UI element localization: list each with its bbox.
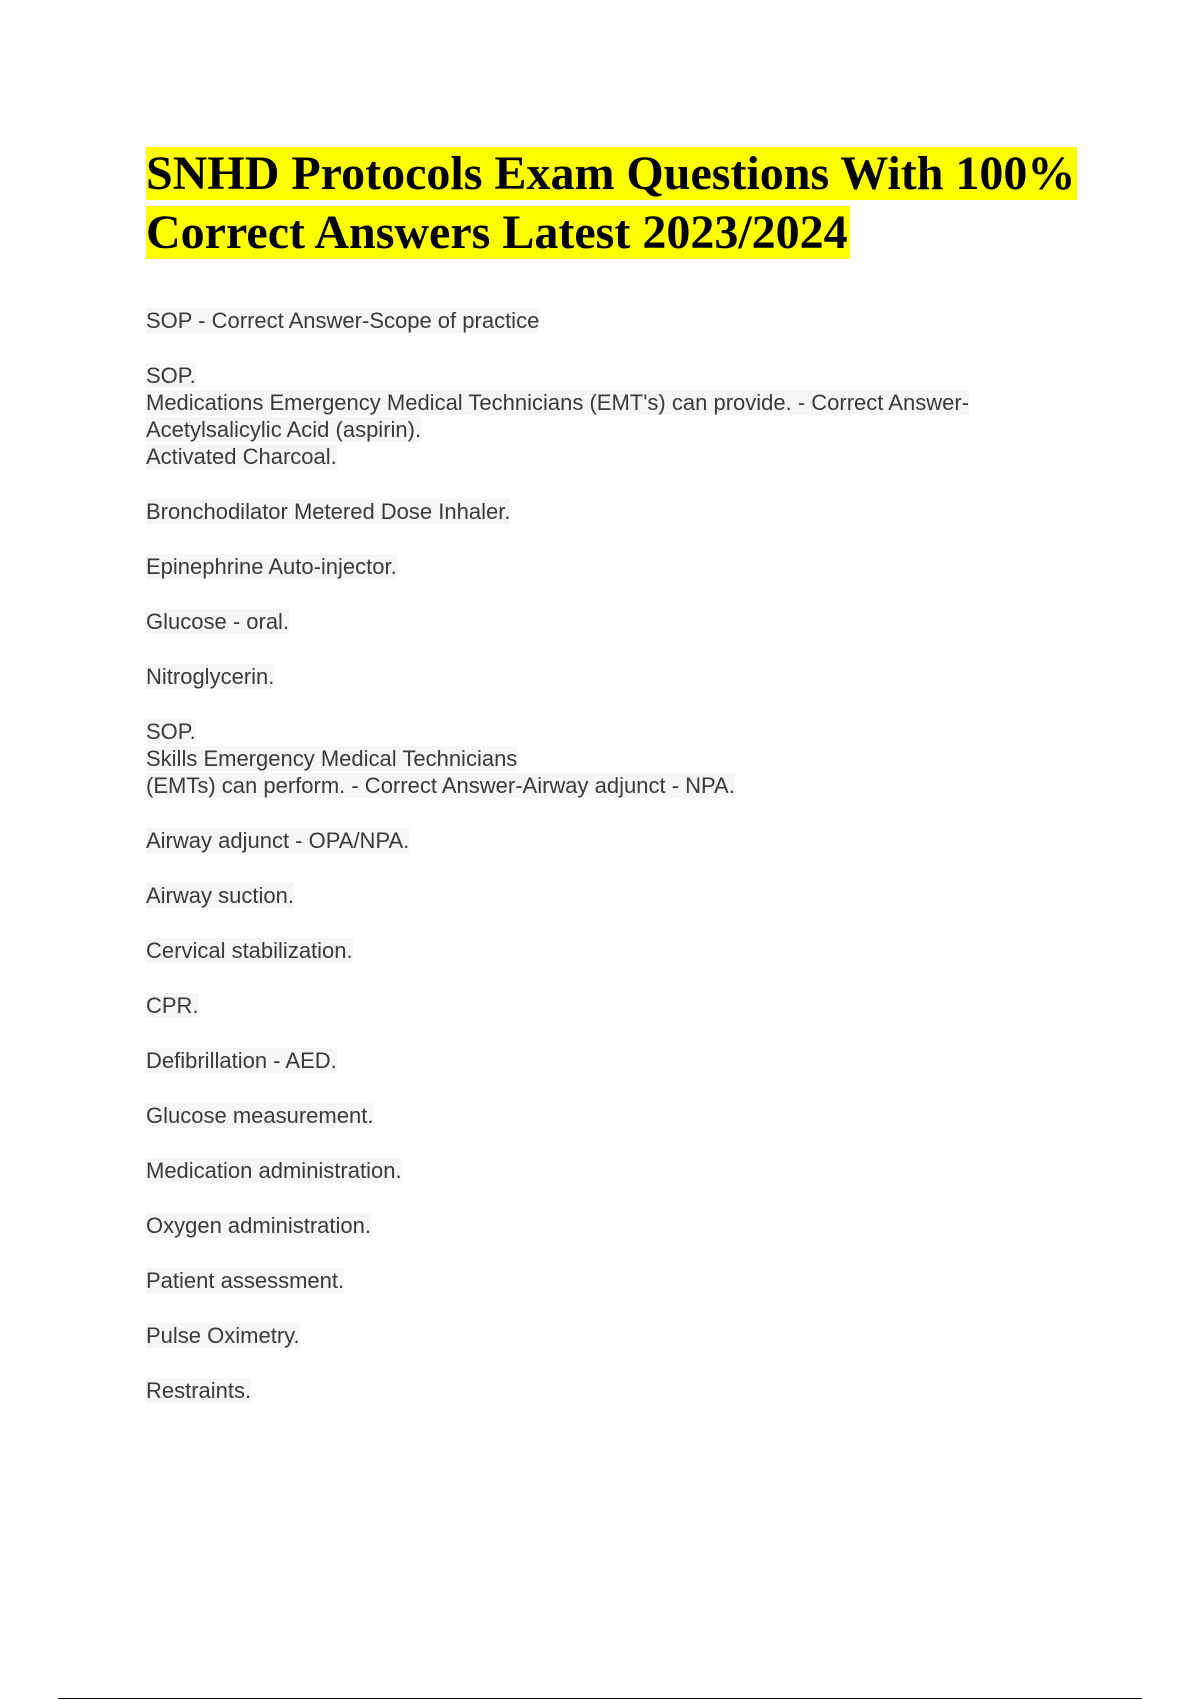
text-line-content: Nitroglycerin.	[146, 664, 275, 689]
text-line	[146, 1322, 1106, 1349]
qa-paragraph	[146, 307, 1106, 334]
qa-paragraph	[146, 1377, 1106, 1404]
qa-paragraph	[146, 608, 1106, 635]
text-line	[146, 718, 1106, 745]
qa-paragraph	[146, 718, 1106, 799]
text-line	[146, 663, 1106, 690]
document-body	[146, 307, 1106, 1432]
text-line-content: Medication administration.	[146, 1158, 402, 1183]
qa-paragraph	[146, 1157, 1106, 1184]
qa-paragraph	[146, 1322, 1106, 1349]
text-line-content: Medications Emergency Medical Technicians (EMT's) can provide. - Correct Answer-	[146, 390, 969, 415]
qa-paragraph	[146, 663, 1106, 690]
text-line-content: CPR.	[146, 993, 199, 1018]
text-line	[146, 307, 1106, 334]
text-line	[146, 443, 1106, 470]
text-line-content: Restraints.	[146, 1378, 252, 1403]
title-line: SNHD Protocols Exam Questions With 100%	[146, 147, 1076, 200]
text-line	[146, 1377, 1106, 1404]
text-line-content: Cervical stabilization.	[146, 938, 353, 963]
footer-divider	[58, 1698, 1142, 1699]
text-line-content: Activated Charcoal.	[146, 444, 337, 469]
text-line-content: Epinephrine Auto-injector.	[146, 554, 397, 579]
text-line-content: Glucose - oral.	[146, 609, 290, 634]
text-line	[146, 745, 1106, 772]
text-line-content: Glucose measurement.	[146, 1103, 374, 1128]
qa-paragraph	[146, 1212, 1106, 1239]
text-line-content: (EMTs) can perform. - Correct Answer-Airway adjunct - NPA.	[146, 773, 735, 798]
text-line-content: SOP.	[146, 719, 196, 744]
text-line	[146, 827, 1106, 854]
text-line	[146, 1047, 1106, 1074]
text-line-content: Airway suction.	[146, 883, 294, 908]
text-line-content: Oxygen administration.	[146, 1213, 371, 1238]
text-line	[146, 608, 1106, 635]
title-line: Correct Answers Latest 2023/2024	[146, 206, 848, 259]
text-line-content: Pulse Oximetry.	[146, 1323, 300, 1348]
text-line-content: Airway adjunct - OPA/NPA.	[146, 828, 410, 853]
text-line	[146, 1157, 1106, 1184]
text-line-content: Defibrillation - AED.	[146, 1048, 337, 1073]
qa-paragraph	[146, 362, 1106, 470]
text-line	[146, 772, 1106, 799]
text-line	[146, 553, 1106, 580]
text-line	[146, 362, 1106, 389]
text-line	[146, 498, 1106, 525]
text-line-content: Skills Emergency Medical Technicians	[146, 746, 518, 771]
qa-paragraph	[146, 1102, 1106, 1129]
qa-paragraph	[146, 882, 1106, 909]
text-line	[146, 1212, 1106, 1239]
text-line	[146, 882, 1106, 909]
qa-paragraph	[146, 937, 1106, 964]
text-line	[146, 1102, 1106, 1129]
text-line-content: Bronchodilator Metered Dose Inhaler.	[146, 499, 511, 524]
text-line-content: Acetylsalicylic Acid (aspirin).	[146, 417, 422, 442]
text-line	[146, 416, 1106, 443]
qa-paragraph	[146, 498, 1106, 525]
page-title	[146, 144, 1176, 262]
qa-paragraph	[146, 553, 1106, 580]
text-line	[146, 992, 1106, 1019]
text-line-content: SOP.	[146, 363, 196, 388]
text-line	[146, 1267, 1106, 1294]
text-line	[146, 389, 1106, 416]
qa-paragraph	[146, 992, 1106, 1019]
qa-paragraph	[146, 1267, 1106, 1294]
qa-paragraph	[146, 827, 1106, 854]
text-line	[146, 937, 1106, 964]
text-line-content: Patient assessment.	[146, 1268, 345, 1293]
text-line-content: SOP - Correct Answer-Scope of practice	[146, 308, 540, 333]
qa-paragraph	[146, 1047, 1106, 1074]
